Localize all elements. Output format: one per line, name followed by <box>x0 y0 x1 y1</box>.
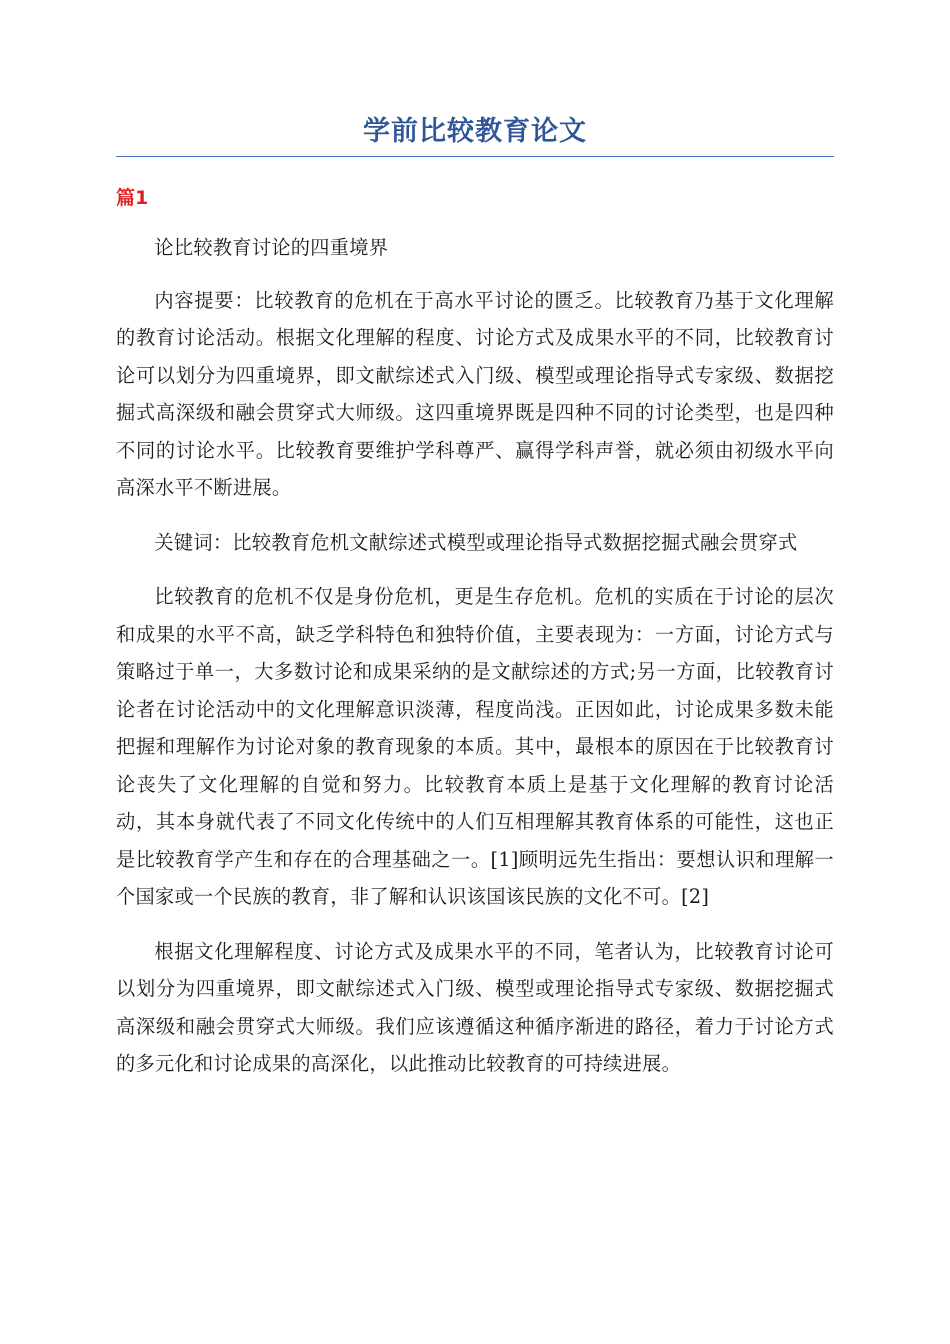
document-page <box>116 0 834 1083</box>
body-paragraph-2: 根据文化理解程度、讨论方式及成果水平的不同，笔者认为，比较教育讨论可以划分为四重境界，即文献综述式入门级、模型或理论指导式专家级、数据挖掘式高深级和融会贯穿式大师级。我们应该遵循这种循序渐进的路径，着力于讨论方式的多元化和讨论成果的高深化，以此推动比较教育的可持续进展。 <box>116 939 834 1075</box>
body-paragraph-1: 比较教育的危机不仅是身份危机，更是生存危机。危机的实质在于讨论的层次和成果的水平不高，缺乏学科特色和独特价值，主要表现为：一方面，讨论方式与策略过于单一，大多数讨论和成果采纳的是文献综述的方式;另一方面，比较教育讨论者在讨论活动中的文化理解意识淡薄，程度尚浅。正因如此，讨论成果多数未能把握和理解作为讨论对象的教育现象的本质。其中，最根本的原因在于比较教育讨论丧失了文化理解的自觉和努力。比较教育本质上是基于文化理解的教育讨论活动，其本身就代表了不同文化传统中的人们互相理解其教育体系的可能性，这也正是比较教育学产生和存在的合理基础之一。[1]顾明远先生指出：要想认识和理解一个国家或一个民族的教育，非了解和认识该国该民族的文化不可。[2] <box>116 585 834 908</box>
keywords-paragraph: 关键词：比较教育危机文献综述式模型或理论指导式数据挖掘式融会贯穿式 <box>154 530 798 554</box>
article-subtitle: 论比较教育讨论的四重境界 <box>154 236 389 259</box>
section-heading: 篇1 <box>116 187 149 209</box>
document-title: 学前比较教育论文 <box>363 116 587 147</box>
abstract-paragraph: 内容提要：比较教育的危机在于高水平讨论的匮乏。比较教育乃基于文化理解的教育讨论活动。根据文化理解的程度、讨论方式及成果水平的不同，比较教育讨论可以划分为四重境界，即文献综述式入门级、模型或理论指导式专家级、数据挖掘式高深级和融会贯穿式大师级。这四重境界既是四种不同的讨论类型，也是四种不同的讨论水平。比较教育要维护学科尊严、赢得学科声誉，就必须由初级水平向高深水平不断进展。 <box>116 288 834 499</box>
title-underline-rule <box>116 156 834 157</box>
